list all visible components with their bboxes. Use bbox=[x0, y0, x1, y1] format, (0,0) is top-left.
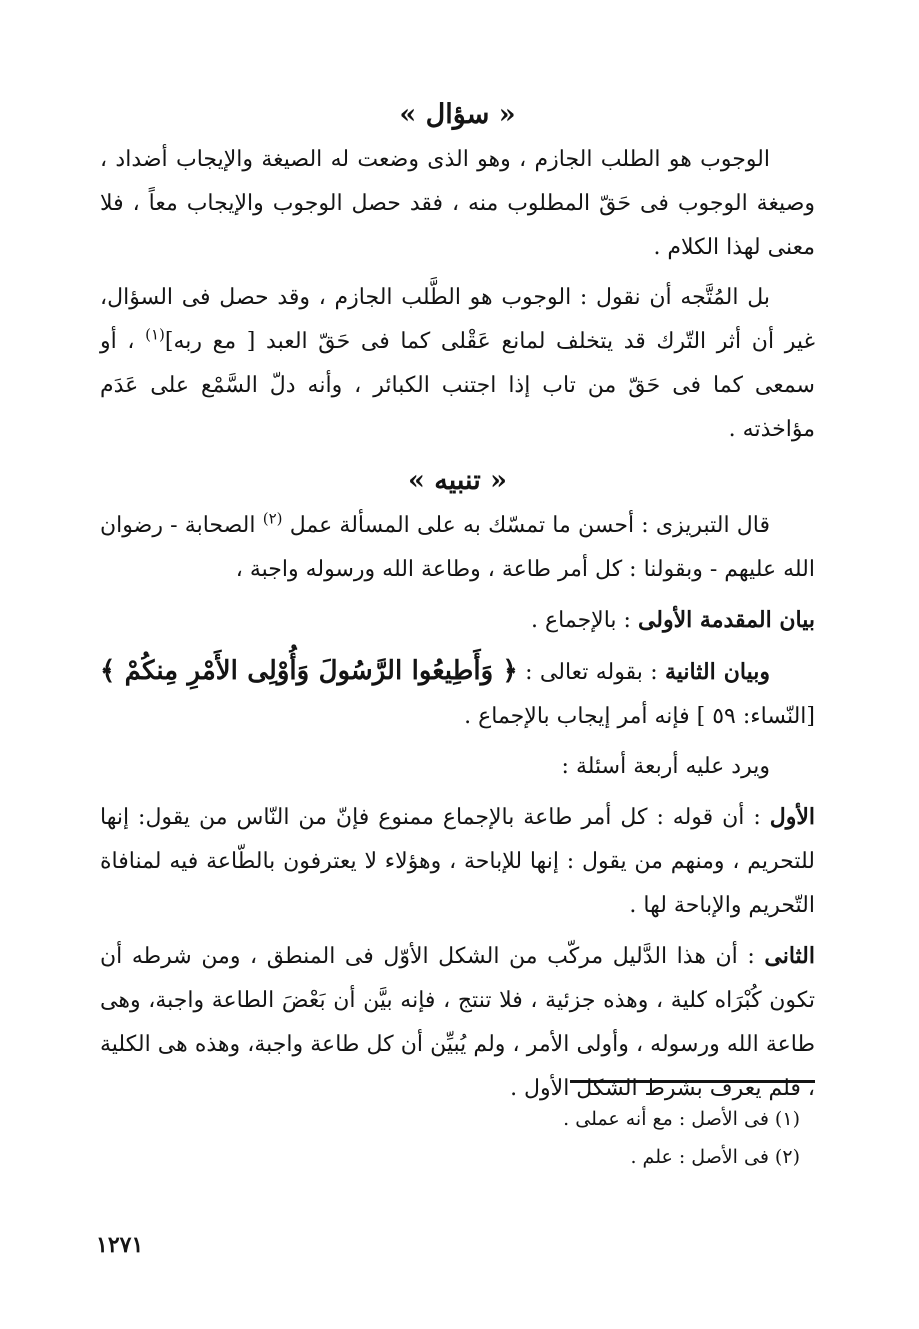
paragraph-question-2-text: بل المُتَّجه أن نقول : الوجوب هو الطَّلب الجازم ، وقد حصل فى السؤال، غير أن أثر التّرك قد يتخلف لمانع عَقْلى كما فى حَقّ العبد [ مع ربه] bbox=[100, 285, 815, 354]
paragraph-notice-1 bbox=[100, 504, 815, 592]
footnote-ref-2: (٢) bbox=[262, 509, 283, 528]
heading-notice: « تنبيه » bbox=[408, 465, 507, 496]
paragraph-question-2 bbox=[100, 276, 815, 452]
paragraph-second-premise bbox=[100, 649, 815, 739]
footnote-2: (٢) فى الأصل : علم . bbox=[630, 1146, 800, 1168]
page-number: ١٢٧١ bbox=[96, 1232, 144, 1258]
first-objection-lead: الأول bbox=[769, 804, 815, 830]
paragraph-first-objection bbox=[100, 795, 815, 928]
second-objection-rest: : أن هذا الدَّليل مركّب من الشكل الأوّل فى المنطق ، ومن شرطه أن تكون كُبْرَاه كلية ، وهذه جزئية ، فلا تنتج ، فإنه بيَّن أن بَعْضَ الطاعة واجبة، وهى طاعة الله ورسوله ، وأولى الأمر ، ولم يُبيِّن أن كل طاعة واجبة، وهذه هى الكلية ، فلم يعرف بشرط الشكل الأول . bbox=[100, 944, 815, 1101]
footnote-1: (١) فى الأصل : مع أنه عملى . bbox=[563, 1108, 800, 1130]
first-premise-rest: : بالإجماع . bbox=[531, 608, 638, 633]
footnote-divider bbox=[570, 1080, 815, 1083]
paragraph-notice-1-start: قال التبريزى : أحسن ما تمسّك به على المسألة عمل bbox=[282, 513, 771, 538]
paragraph-question-1: الوجوب هو الطلب الجازم ، وهو الذى وضعت له الصيغة والإيجاب أضداد ، وصيغة الوجوب فى حَقّ المطلوب منه ، فقد حصل الوجوب والإيجاب معاً ، فلا معنى لهذا الكلام . bbox=[100, 147, 815, 260]
first-objection-rest: : أن قوله : كل أمر طاعة بالإجماع ممنوع فإنّ من النّاس من يقول: إنها للتحريم ، ومنهم من يقول : إنها للإباحة ، وهؤلاء لا يعترفون بالطّاعة فيه لمنافاة التّحريم والإباحة لها . bbox=[100, 805, 815, 918]
second-premise-tail: [النّساء: ٥٩ ] فإنه أمر إيجاب بالإجماع . bbox=[464, 704, 815, 729]
paragraph-question-2-tail: ، أو سمعى كما فى حَقّ من تاب إذا اجتنب الكبائر ، وأنه دلّ السَّمْع على عَدَم مؤاخذته . bbox=[100, 329, 815, 442]
first-premise-lead: بيان المقدمة الأولى bbox=[637, 607, 815, 633]
paragraph-notice-1-end: الصحابة - رضوان الله عليهم - وبقولنا : كل أمر طاعة ، وطاعة الله ورسوله واجبة ، bbox=[100, 513, 815, 582]
quran-verse: ﴿ وَأَطِيعُوا الرَّسُولَ وَأُوْلِى الأَمْرِ مِنكُمْ ﴾ bbox=[100, 656, 518, 686]
second-premise-lead: وبيان الثانية bbox=[665, 659, 770, 685]
footnotes bbox=[500, 1100, 800, 1176]
page-body bbox=[100, 92, 815, 1117]
second-premise-mid: : بقوله تعالى : bbox=[517, 660, 665, 685]
paragraph-second-objection bbox=[100, 934, 815, 1111]
paragraph-first-premise bbox=[100, 598, 815, 643]
heading-question: « سؤال » bbox=[399, 99, 516, 130]
second-objection-lead: الثانى bbox=[764, 943, 815, 969]
footnote-ref-1: (١) bbox=[145, 325, 165, 344]
paragraph-four-questions: ويرد عليه أربعة أسئلة : bbox=[561, 754, 770, 779]
